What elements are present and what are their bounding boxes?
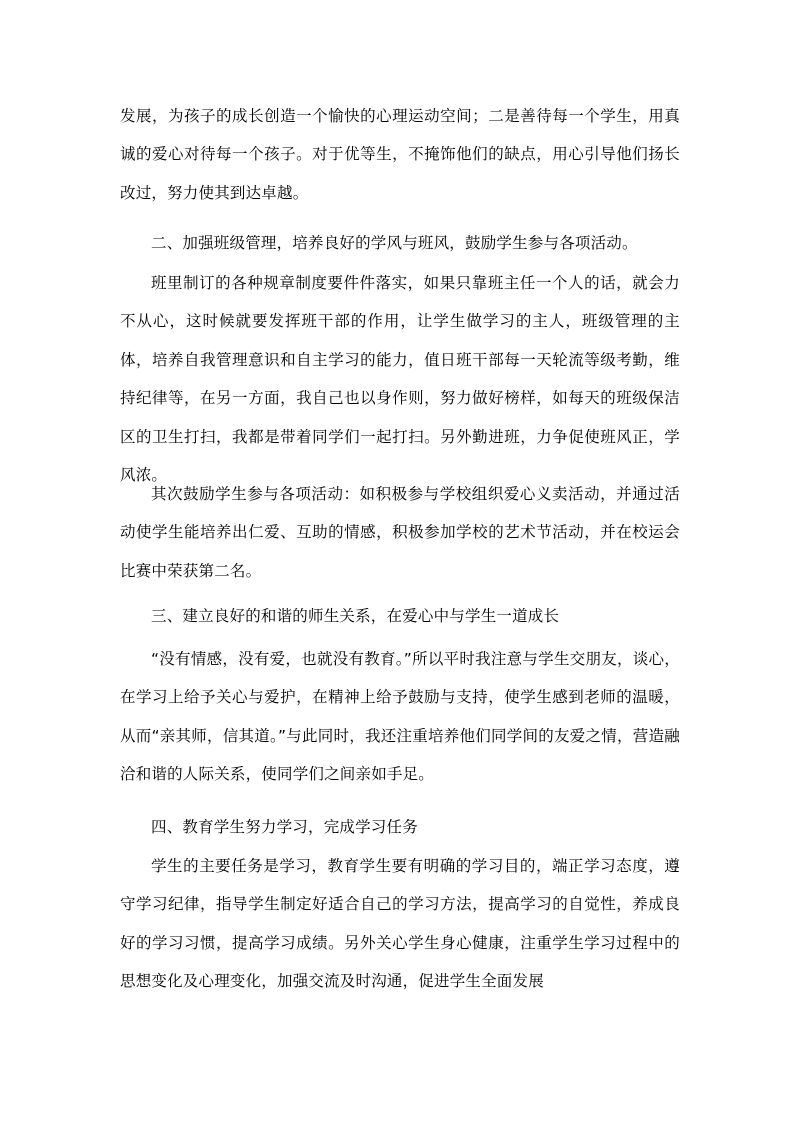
section-heading-2: 二、加强班级管理，培养良好的学风与班风，鼓励学生参与各项活动。 bbox=[151, 234, 638, 252]
section-heading-3: 三、建立良好的和谐的师生关系，在爱心中与学生一道成长 bbox=[151, 607, 560, 625]
paragraph-study-tasks: 学生的主要任务是学习，教育学生要有明确的学习目的，端正学习态度，遵守学习纪律，指导学生制定好适合自己的学习方法，提高学习的自觉性，养成良好的学习习惯，提高学习成绩。另外关心学生身心健康，注重学生学习过程中的思想变化及心理变化，加强交流及时沟通，促进学生全面发展 bbox=[120, 857, 680, 991]
paragraph-continuation: 发展，为孩子的成长创造一个愉快的心理运动空间；二是善待每一个学生，用真诚的爱心对待每一个孩子。对于优等生，不掩饰他们的缺点，用心引导他们扬长改过，努力使其到达卓越。 bbox=[120, 107, 680, 202]
paragraph-activities: 其次鼓励学生参与各项活动：如积极参与学校组织爱心义卖活动，并通过活动使学生能培养出仁爱、互助的情感，积极参加学校的艺术节活动，并在校运会比赛中荣获第二名。 bbox=[120, 485, 680, 580]
paragraph-class-management: 班里制订的各种规章制度要件件落实，如果只靠班主任一个人的话，就会力不从心，这时候就要发挥班干部的作用，让学生做学习的主人，班级管理的主体，培养自我管理意识和自主学习的能力，值日班干部每一天轮流等级考勤，维持纪律等，在另一方面，我自己也以身作则，努力做好榜样，如每天的班级保洁区的卫生打扫，我都是带着同学们一起打扫。另外勤进班，力争促使班风正，学风浓。 bbox=[120, 274, 680, 485]
section-heading-4: 四、教育学生努力学习，完成学习任务 bbox=[151, 818, 418, 836]
paragraph-teacher-student: “没有情感，没有爱，也就没有教育。”所以平时我注意与学生交朋友，谈心，在学习上给予关心与爱护，在精神上给予鼓励与支持，使学生感到老师的温暖，从而“亲其师，信其道。”与此同时，我还注重培养他们同学间的友爱之情，营造融洽和谐的人际关系，使同学们之间亲如手足。 bbox=[120, 650, 680, 784]
